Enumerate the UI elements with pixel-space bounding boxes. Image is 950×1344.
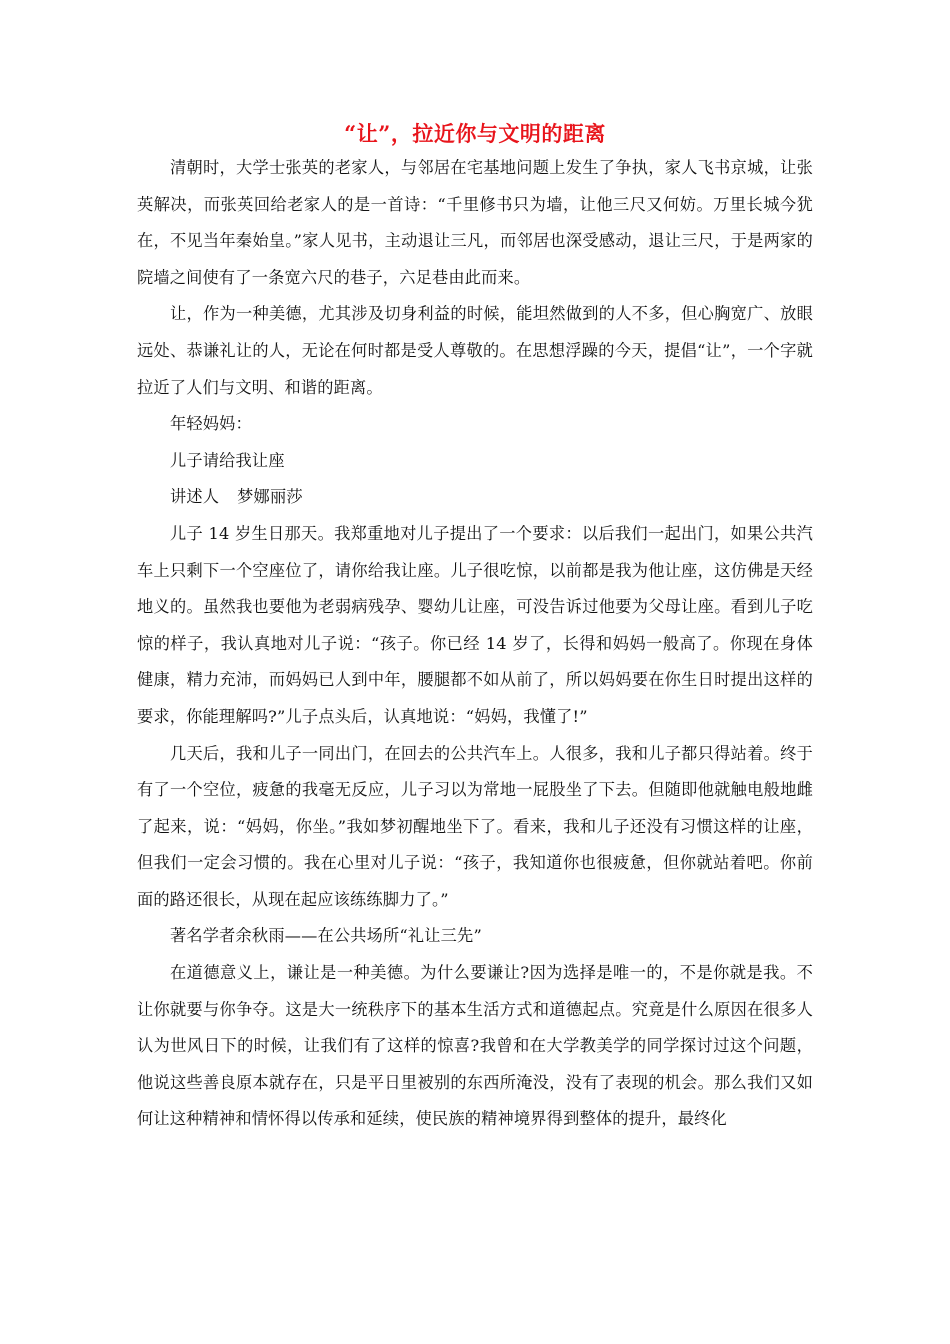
paragraph-virtue-of-yielding: 让，作为一种美德，尤其涉及切身利益的时候，能坦然做到的人不多，但心胸宽广、放眼远处、恭谦礼让的人，无论在何时都是受人尊敬的。在思想浮躁的今天，提倡“让”，一个字就拉近了人们与文明、和谐的距离。 xyxy=(137,304,813,397)
story-title-give-me-seat: 儿子请给我让座 xyxy=(170,450,285,470)
paragraph-zhang-ying-story: 清朝时，大学士张英的老家人，与邻居在宅基地问题上发生了争执，家人飞书京城，让张英解决，而张英回给老家人的是一首诗：“千里修书只为墙，让他三尺又何妨。万里长城今犹在，不见当年秦始皇。”家人见书，主动退让三凡，而邻居也深受感动，退让三尺，于是两家的院墙之间使有了一条宽六尺的巷子，六足巷由此而来。 xyxy=(137,158,813,287)
paragraph-bus-ride: 几天后，我和儿子一同出门，在回去的公共汽车上。人很多，我和儿子都只得站着。终于有了一个空位，疲惫的我毫无反应，儿子习以为常地一屁股坐了下去。但随即他就触电般地雌了起来，说：“妈妈，你坐。”我如梦初醒地坐下了。看来，我和儿子还没有习惯这样的让座，但我们一定会习惯的。我在心里对儿子说：“孩子，我知道你也很疲惫，但你就站着吧。你前面的路还很长，从现在起应该练练脚力了。” xyxy=(137,743,813,909)
narrator-label: 讲述人 xyxy=(170,487,220,507)
document-title: “让”，拉近你与文明的距离 xyxy=(344,121,606,146)
section-heading-young-mother: 年轻妈妈： xyxy=(170,414,252,434)
section-heading-yu-qiuyu: 著名学者余秋雨——在公共场所“礼让三先” xyxy=(170,926,482,946)
narrator-line xyxy=(137,479,813,516)
paragraph-birthday-request: 儿子 14 岁生日那天。我郑重地对儿子提出了一个要求：以后我们一起出门，如果公共汽车上只剩下一个空座位了，请你给我让座。儿子很吃惊，以前都是我为他让座，这仿佛是天经地义的。虽然我也要他为老弱病残孕、婴幼儿让座，可没告诉过他要为父母让座。看到儿子吃惊的样子，我认真地对儿子说：“孩子。你已经 14 岁了，长得和妈妈一般高了。你现在身体健康，精力充沛，而妈妈已人到中年，腰腿都不如从前了，所以妈妈要在你生日时提出这样的要求，你能理解吗?”儿子点头后，认真地说：“妈妈，我懂了!” xyxy=(137,523,813,726)
paragraph-moral-meaning: 在道德意义上，谦让是一种美德。为什么要谦让?因为选择是唯一的，不是你就是我。不让你就要与你争夺。这是大一统秩序下的基本生活方式和道德起点。究竟是什么原因在很多人认为世风日下的时候，让我们有了这样的惊喜?我曾和在大学教美学的同学探讨过这个问题，他说这些善良原本就存在，只是平日里被别的东西所淹没，没有了表现的机会。那么我们又如何让这种精神和情怀得以传承和延续，使民族的精神境界得到整体的提升，最终化 xyxy=(137,963,813,1129)
document-body xyxy=(137,118,813,1138)
narrator-name: 梦娜丽莎 xyxy=(237,487,303,507)
